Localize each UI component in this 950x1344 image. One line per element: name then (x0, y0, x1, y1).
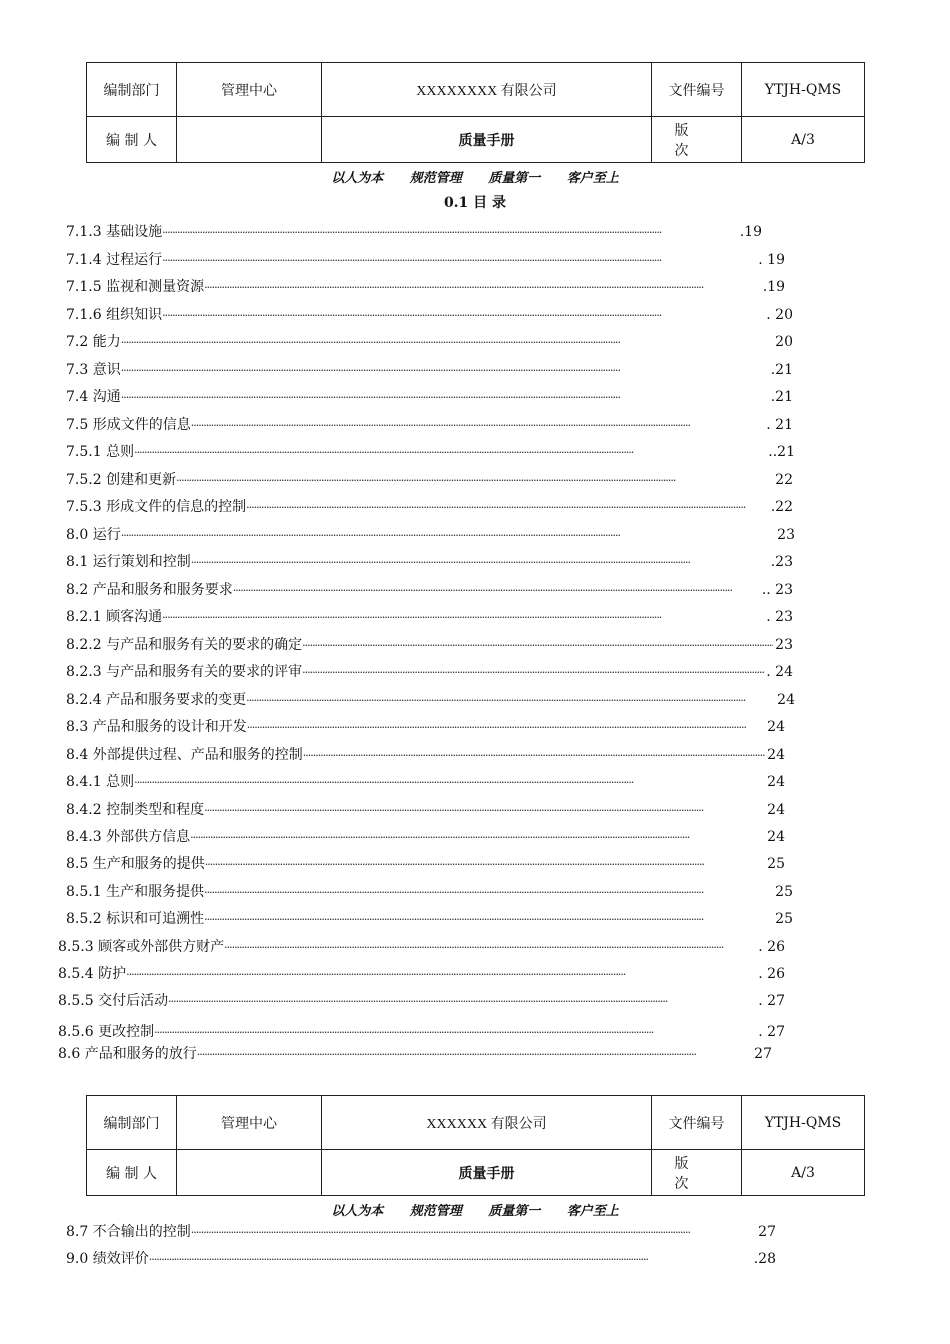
toc-entry-label: 7.1.3 基础设施 (66, 224, 163, 240)
toc-entry (66, 745, 785, 765)
toc-entry-page: 27 (754, 1046, 772, 1062)
toc-leader-dots (246, 498, 769, 518)
toc-entry (66, 277, 785, 297)
toc-leader-dots (154, 1023, 756, 1043)
toc-entry-label: 7.1.4 过程运行 (66, 252, 163, 268)
toc-entry-page: 22 (775, 472, 793, 488)
toc-entry-label: 8.1 运行策划和控制 (66, 554, 191, 570)
toc-entry (66, 525, 795, 545)
toc-entry-page: . 21 (766, 417, 793, 433)
toc-entry (66, 332, 793, 352)
version-label: 版 次 (652, 117, 742, 163)
toc-entry-label: 7.5 形成文件的信息 (66, 417, 191, 433)
toc-entry (66, 360, 793, 380)
version-value: A/3 (742, 117, 865, 163)
toc-leader-dots (162, 608, 764, 628)
toc-entry (58, 937, 785, 957)
toc-entry-label: 8.7 不合输出的控制 (66, 1224, 191, 1240)
toc-entry (66, 387, 793, 407)
doc-no-label: 文件编号 (652, 63, 742, 117)
toc-entry-page: . 24 (766, 664, 793, 680)
toc-entry-label: 7.4 沟通 (66, 389, 121, 405)
toc-entry-page: 24 (767, 747, 785, 763)
toc-leader-dots (204, 883, 773, 903)
toc-entry-label: 8.5.4 防护 (58, 966, 127, 982)
toc-entry (58, 964, 785, 984)
toc-leader-dots (190, 828, 765, 848)
toc-entry (66, 552, 793, 572)
toc-leader-dots (302, 663, 764, 683)
toc-leader-dots (121, 333, 773, 353)
author-label: 编 制 人 (87, 1150, 177, 1196)
header-table-1 (86, 62, 865, 163)
toc-entry-page: .23 (770, 554, 793, 570)
toc-entry (66, 607, 793, 627)
toc-leader-dots (204, 278, 761, 298)
toc-leader-dots (134, 773, 765, 793)
toc-entry (66, 662, 793, 682)
toc-entry-label: 7.1.5 监视和测量资源 (66, 279, 205, 295)
toc-entry-label: 8.4.2 控制类型和程度 (66, 802, 205, 818)
toc-entry-label: 8.0 运行 (66, 527, 121, 543)
toc-entry (66, 882, 793, 902)
dept-value: 管理中心 (177, 63, 322, 117)
doc-no-label: 文件编号 (652, 1096, 742, 1150)
toc-entry-label: 8.2.4 产品和服务要求的变更 (66, 692, 247, 708)
toc-entry (58, 991, 785, 1011)
toc-entry-label: 8.5.6 更改控制 (58, 1024, 155, 1040)
toc-entry-page: 20 (775, 334, 793, 350)
doc-title: 质量手册 (322, 117, 652, 163)
toc-entry (66, 772, 785, 792)
doc-no-value: YTJH-QMS (742, 63, 865, 117)
toc-entry-page: 27 (758, 1224, 776, 1240)
author-label: 编 制 人 (87, 117, 177, 163)
toc-entry (66, 717, 785, 737)
company-name: XXXXXXXX 有限公司 (322, 63, 652, 117)
toc-leader-dots (162, 251, 756, 271)
toc-entry (66, 497, 793, 517)
dept-label: 编制部门 (87, 63, 177, 117)
toc-leader-dots (246, 691, 775, 711)
toc-leader-dots (302, 636, 773, 656)
toc-entry (66, 854, 785, 874)
toc-leader-dots (126, 965, 756, 985)
toc-entry-page: 24 (767, 774, 785, 790)
toc-entry-label: 8.5.5 交付后活动 (58, 993, 169, 1009)
toc-entry-page: . 26 (758, 939, 785, 955)
toc-entry-label: 7.1.6 组织知识 (66, 307, 163, 323)
toc-leader-dots (121, 526, 775, 546)
version-value: A/3 (742, 1150, 865, 1196)
toc-entry-label: 8.2.2 与产品和服务有关的要求的确定 (66, 637, 303, 653)
toc-leader-dots (191, 416, 765, 436)
toc-entry-label: 8.5 生产和服务的提供 (66, 856, 205, 872)
doc-title: 质量手册 (322, 1150, 652, 1196)
toc-leader-dots (233, 581, 760, 601)
toc-entry (66, 827, 785, 847)
toc-entry-page: . 20 (766, 307, 793, 323)
toc-entry (66, 1222, 776, 1242)
toc-entry-label: 7.5.1 总则 (66, 444, 135, 460)
toc-entry-label: 8.2.3 与产品和服务有关的要求的评审 (66, 664, 303, 680)
toc-entry-label: 8.4.3 外部供方信息 (66, 829, 191, 845)
toc-leader-dots (134, 443, 766, 463)
toc-entry-label: 8.6 产品和服务的放行 (58, 1046, 197, 1062)
toc-entry-page: . 23 (766, 609, 793, 625)
toc-leader-dots (121, 388, 769, 408)
toc-entry-page: ..21 (768, 444, 795, 460)
toc-entry (66, 222, 762, 242)
toc-entry (66, 250, 785, 270)
toc-entry-page: 25 (767, 856, 785, 872)
toc-entry-page: .21 (770, 362, 793, 378)
toc-leader-dots (204, 801, 765, 821)
dept-label: 编制部门 (87, 1096, 177, 1150)
toc-entry-page: 24 (777, 692, 795, 708)
toc-entry-page: 23 (777, 527, 795, 543)
toc-entry-page: 24 (767, 802, 785, 818)
toc-leader-dots (224, 938, 756, 958)
toc-leader-dots (191, 1223, 756, 1243)
toc-entry-label: 8.5.2 标识和可追溯性 (66, 911, 205, 927)
toc-entry (66, 415, 793, 435)
toc-entry (58, 1022, 785, 1042)
toc-entry-label: 7.5.2 创建和更新 (66, 472, 177, 488)
toc-title: 0.1 目 录 (443, 195, 507, 211)
toc-entry-label: 9.0 绩效评价 (66, 1251, 149, 1267)
toc-entry-label: 7.5.3 形成文件的信息的控制 (66, 499, 247, 515)
toc-entry (66, 1249, 776, 1269)
doc-no-value: YTJH-QMS (742, 1096, 865, 1150)
toc-entry-page: 25 (775, 911, 793, 927)
author-value (177, 117, 322, 163)
toc-entry-label: 8.5.1 生产和服务提供 (66, 884, 205, 900)
slogan: 以人为本 规范管理 质量第一 客户至上 (331, 1204, 619, 1219)
toc-entry-label: 7.3 意识 (66, 362, 121, 378)
toc-entry (66, 909, 793, 929)
toc-entry-page: .19 (762, 279, 785, 295)
toc-entry-label: 8.4 外部提供过程、产品和服务的控制 (66, 747, 303, 763)
toc-leader-dots (205, 855, 765, 875)
toc-entry (66, 580, 793, 600)
toc-leader-dots (247, 718, 765, 738)
toc-entry-page: . 19 (758, 252, 785, 268)
toc-leader-dots (168, 992, 756, 1012)
company-name: XXXXXX 有限公司 (322, 1096, 652, 1150)
toc-leader-dots (176, 471, 773, 491)
header-table-2 (86, 1095, 865, 1196)
toc-entry (66, 690, 795, 710)
toc-leader-dots (162, 223, 738, 243)
toc-leader-dots (197, 1045, 752, 1065)
toc-entry (66, 635, 793, 655)
toc-entry-page: . 27 (758, 1024, 785, 1040)
dept-value: 管理中心 (177, 1096, 322, 1150)
toc-leader-dots (191, 553, 769, 573)
toc-entry-page: 24 (767, 829, 785, 845)
toc-entry-page: .28 (753, 1251, 776, 1267)
toc-leader-dots (303, 746, 765, 766)
toc-entry (66, 442, 795, 462)
author-value (177, 1150, 322, 1196)
toc-leader-dots (121, 361, 769, 381)
toc-entry (66, 470, 793, 490)
toc-entry-page: . 26 (758, 966, 785, 982)
toc-entry-page: .21 (770, 389, 793, 405)
toc-entry-page: . 27 (758, 993, 785, 1009)
toc-entry-page: .22 (770, 499, 793, 515)
toc-leader-dots (162, 306, 764, 326)
toc-entry-label: 8.2 产品和服务和服务要求 (66, 582, 233, 598)
toc-entry-page: 23 (775, 637, 793, 653)
toc-entry-label: 8.4.1 总则 (66, 774, 135, 790)
toc-entry (66, 800, 785, 820)
slogan: 以人为本 规范管理 质量第一 客户至上 (331, 171, 619, 186)
toc-entry-label: 8.3 产品和服务的设计和开发 (66, 719, 247, 735)
toc-entry-label: 8.2.1 顾客沟通 (66, 609, 163, 625)
toc-entry-label: 7.2 能力 (66, 334, 121, 350)
version-label: 版 次 (652, 1150, 742, 1196)
toc-entry-page: .. 23 (761, 582, 793, 598)
toc-entry-label: 8.5.3 顾客或外部供方财产 (58, 939, 225, 955)
toc-entry-page: 25 (775, 884, 793, 900)
toc-leader-dots (204, 910, 773, 930)
toc-entry-page: .19 (739, 224, 762, 240)
toc-entry (66, 305, 793, 325)
toc-leader-dots (149, 1250, 752, 1270)
toc-entry-page: 24 (767, 719, 785, 735)
toc-entry (58, 1044, 772, 1064)
